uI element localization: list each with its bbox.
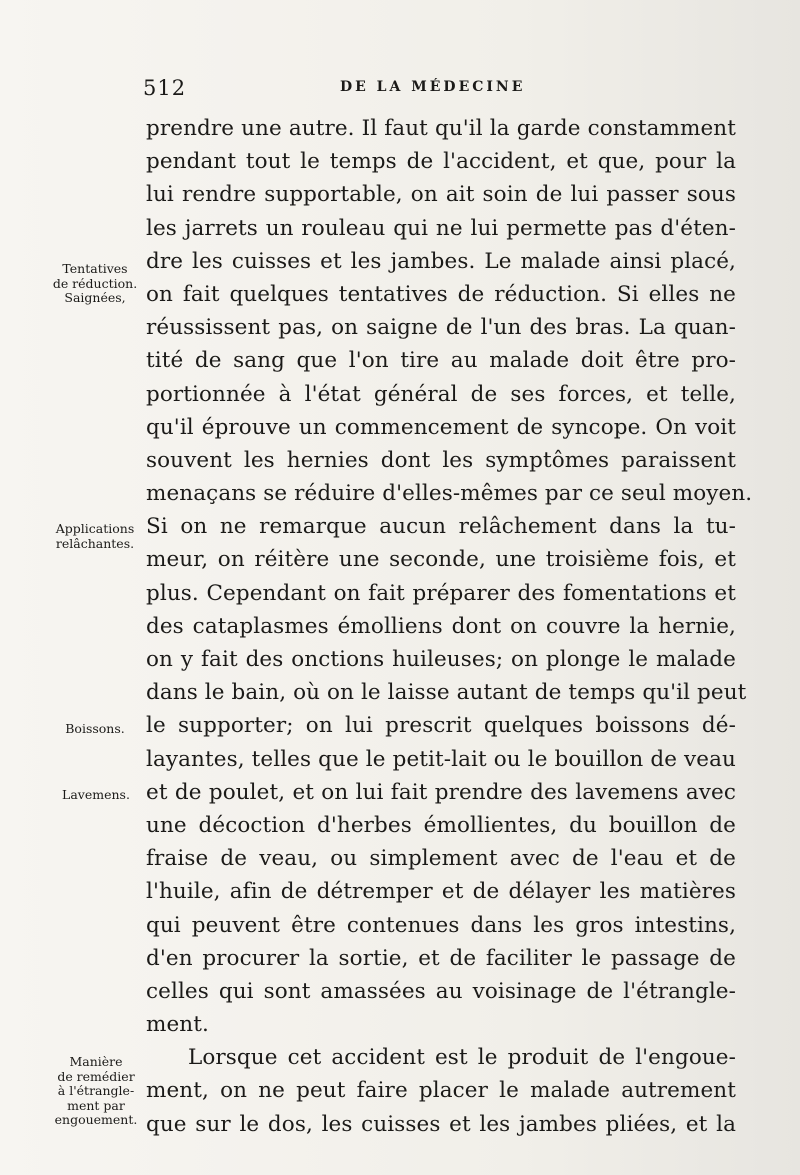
text-line: prendre une autre. Il faut qu'il la garde constamment: [146, 116, 736, 141]
text-line: d'en procurer la sortie, et de faciliter le passage de: [146, 945, 736, 971]
text-line: qu'il éprouve un commencement de syncope. On voit: [146, 414, 736, 440]
marginal-note: Applications relâchantes.: [55, 521, 135, 551]
text-line: et de poulet, et on lui fait prendre des lavemens avec: [146, 779, 736, 805]
text-line: des cataplasmes émolliens dont on couvre la hernie,: [146, 613, 736, 639]
text-line: réussissent pas, on saigne de l'un des bras. La quan-: [146, 315, 736, 341]
text-line: Si on ne remarque aucun relâchement dans la tu-: [146, 514, 736, 540]
page-number: 512: [143, 76, 187, 100]
text-line: qui peuvent être contenues dans les gros intestins,: [146, 912, 736, 938]
running-head: DE LA MÉDECINE: [340, 79, 526, 95]
text-line: l'huile, afin de détremper et de délayer les matières: [146, 879, 736, 905]
text-line: souvent les hernies dont les symptômes paraissent: [146, 447, 736, 473]
text-line: dans le bain, où on le laisse autant de temps qu'il peut: [146, 680, 747, 706]
text-line: Lorsque cet accident est le produit de l'engoue-: [188, 1045, 736, 1071]
text-line: meur, on réitère une seconde, une troisième fois, et: [146, 547, 736, 573]
text-line: dre les cuisses et les jambes. Le malade ainsi placé,: [146, 248, 736, 274]
text-line: plus. Cependant on fait préparer des fomentations et: [146, 580, 736, 606]
text-line: on fait quelques tentatives de réduction. Si elles ne: [146, 281, 736, 307]
text-line: celles qui sont amassées au voisinage de l'étrangle-: [146, 978, 736, 1004]
text-line: menaçans se réduire d'elles-mêmes par ce seul moyen.: [146, 481, 753, 507]
text-line: on y fait des onctions huileuses; on plonge le malade: [146, 647, 736, 672]
text-line: les jarrets un rouleau qui ne lui permette pas d'éten-: [146, 215, 736, 241]
marginal-note: Lavemens.: [62, 787, 130, 802]
marginal-note: Boissons.: [65, 721, 125, 736]
marginal-note: Manière de remédier à l'étrangle- ment par engouement.: [54, 1054, 138, 1127]
text-line: lui rendre supportable, on ait soin de lui passer sous: [146, 182, 736, 208]
body-text: [146, 112, 753, 1141]
text-line: layantes, telles que le petit-lait ou le bouillon de veau: [146, 746, 736, 772]
text-line: tité de sang que l'on tire au malade doit être pro-: [146, 348, 736, 374]
text-line: fraise de veau, ou simplement avec de l'eau et de: [146, 846, 736, 872]
text-line: ment.: [146, 1012, 209, 1038]
text-line: portionnée à l'état général de ses forces, et telle,: [146, 381, 736, 407]
text-line: ment, on ne peut faire placer le malade autrement: [146, 1078, 736, 1104]
text-line: une décoction d'herbes émollientes, du bouillon de: [146, 812, 736, 838]
text-line: que sur le dos, les cuisses et les jambes pliées, et la: [146, 1111, 736, 1137]
text-line: le supporter; on lui prescrit quelques boissons dé-: [146, 713, 736, 739]
marginal-note: Tentatives de réduction. Saignées,: [52, 261, 138, 305]
text-line: pendant tout le temps de l'accident, et que, pour la: [146, 149, 736, 175]
